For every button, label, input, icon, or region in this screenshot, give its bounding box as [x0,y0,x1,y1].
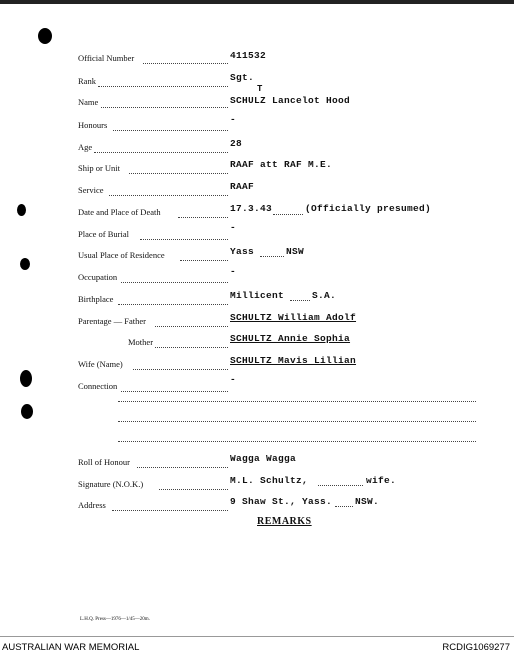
blank-dotted-line [118,440,476,442]
address-label: Address [78,500,106,510]
scan-bottom-edge [0,636,514,637]
official-number-label: Official Number [78,53,135,63]
wife-value: SCHULTZ Mavis Lillian [230,355,357,366]
dotted-line [133,368,228,370]
dotted-line [94,151,228,153]
punch-hole [20,370,32,387]
scan-top-edge [0,0,514,4]
birthplace-state-value: S.A. [312,290,337,301]
official-number-value: 411532 [230,50,267,61]
blank-dotted-line [118,400,476,402]
death-date-label: Date and Place of Death [78,207,161,217]
dotted-line [159,488,228,490]
father-label: Parentage — Father [78,316,146,326]
dotted-line [260,255,284,257]
name-correction-mark: T [257,84,263,94]
dotted-line [113,129,228,131]
address-state-value: NSW. [355,496,380,507]
dotted-line [129,172,228,174]
connection-label: Connection [78,381,118,391]
mother-label: Mother [128,337,154,347]
punch-hole [20,258,30,270]
roll-of-honour-value: Wagga Wagga [230,453,297,464]
death-place-value: (Officially presumed) [305,203,432,214]
birthplace-town-value: Millicent [230,290,285,301]
remarks-heading: REMARKS [257,516,312,527]
wife-label: Wife (Name) [78,359,123,369]
footer-record-id: RCDIG1069277 [442,642,510,653]
mother-value: SCHULTZ Annie Sophia [230,333,351,344]
rank-value: Sgt. [230,72,255,83]
birthplace-label: Birthplace [78,294,114,304]
dotted-line [109,194,228,196]
punch-hole [17,204,26,216]
burial-value: - [230,222,237,233]
dotted-line [273,213,303,215]
blank-dotted-line [118,420,476,422]
service-label: Service [78,185,104,195]
honours-label: Honours [78,120,108,130]
name-label: Name [78,97,99,107]
signature-value: M.L. Schultz, [230,475,309,486]
footer-archive-name: AUSTRALIAN WAR MEMORIAL [2,642,140,653]
dotted-line [121,390,228,392]
name-value: SCHULZ Lancelot Hood [230,95,351,106]
dotted-line [98,85,228,87]
dotted-line [121,281,228,283]
residence-label: Usual Place of Residence [78,250,165,260]
honours-value: - [230,114,237,125]
dotted-line [155,325,228,327]
punch-hole [38,28,52,44]
dotted-line [335,505,353,507]
dotted-line [140,238,228,240]
punch-hole [21,404,33,419]
connection-value: - [230,374,237,385]
dotted-line [178,216,228,218]
dotted-line [155,346,228,348]
age-value: 28 [230,138,243,149]
service-value: RAAF [230,181,255,192]
roll-of-honour-label: Roll of Honour [78,457,130,467]
dotted-line [318,484,363,486]
dotted-line [143,62,228,64]
address-street-value: 9 Shaw St., Yass. [230,496,333,507]
dotted-line [112,509,228,511]
occupation-label: Occupation [78,272,118,282]
dotted-line [137,466,228,468]
residence-state-value: NSW [286,246,305,257]
death-date-value: 17.3.43 [230,203,273,214]
occupation-value: - [230,266,237,277]
rank-label: Rank [78,76,96,86]
ship-or-unit-label: Ship or Unit [78,163,121,173]
printer-note: L.H.Q. Press—1976—1/45—20m. [80,617,150,622]
father-value: SCHULTZ William Adolf [230,312,357,323]
dotted-line [290,299,310,301]
residence-town-value: Yass [230,246,255,257]
ship-or-unit-value: RAAF att RAF M.E. [230,159,333,170]
dotted-line [118,303,228,305]
age-label: Age [78,142,93,152]
dotted-line [180,259,228,261]
burial-label: Place of Burial [78,229,129,239]
dotted-line [101,106,228,108]
signature-relation-value: wife. [366,475,397,486]
signature-label: Signature (N.O.K.) [78,479,144,489]
